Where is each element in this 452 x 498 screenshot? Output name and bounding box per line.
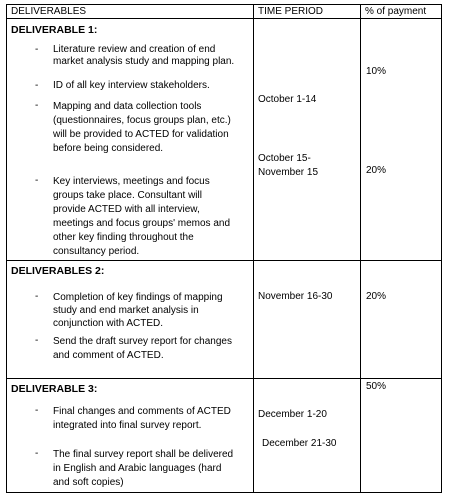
- item-line: Send the draft survey report for changes: [53, 336, 232, 347]
- border-right: [441, 4, 442, 493]
- deliverable-3-title: DELIVERABLE 3:: [11, 383, 98, 395]
- period-december-21-30: December 21-30: [262, 438, 337, 449]
- item-line: and comment of ACTED.: [53, 350, 164, 361]
- border-col1: [253, 4, 254, 493]
- item-line: The final survey report shall be delivered: [53, 449, 234, 460]
- payment-10: 10%: [366, 66, 387, 77]
- bullet-dash: -: [35, 448, 39, 459]
- item-line: Key interviews, meetings and focus: [53, 176, 210, 187]
- border-left: [6, 4, 7, 493]
- payment-50: 50%: [366, 381, 387, 392]
- list-item: [53, 100, 231, 156]
- bullet-dash: -: [35, 175, 39, 186]
- item-line: in English and Arabic languages (hard: [53, 463, 222, 474]
- item-line: and soft copies): [53, 477, 124, 488]
- deliverable-2-title: DELIVERABLES 2:: [11, 265, 105, 277]
- bullet-dash: -: [35, 405, 39, 416]
- border-bottom: [6, 492, 442, 493]
- item-line: market analysis study and mapping plan.: [53, 56, 235, 67]
- item-line: meetings and focus groups' memos and: [53, 218, 231, 229]
- list-item: [53, 80, 210, 92]
- item-line: Completion of key findings of mapping: [53, 292, 223, 303]
- period-november-16-30: November 16-30: [258, 291, 333, 302]
- period-october-15-november-15: [258, 152, 318, 180]
- item-line: provide ACTED with all interview,: [53, 204, 200, 215]
- item-line: will be provided to ACTED for validation: [53, 129, 229, 140]
- border-row1-bottom: [6, 260, 442, 261]
- item-line: Mapping and data collection tools: [53, 101, 202, 112]
- bullet-dash: -: [35, 335, 39, 346]
- header-time-period: TIME PERIOD: [258, 6, 324, 17]
- list-item: [53, 291, 223, 330]
- item-line: (questionnaires, focus groups plan, etc.): [53, 115, 231, 126]
- list-item: [53, 175, 230, 259]
- bullet-dash: -: [35, 291, 39, 302]
- bullet-dash: -: [35, 80, 39, 91]
- header-deliverables: DELIVERABLES: [11, 6, 87, 17]
- payment-20: 20%: [366, 165, 387, 176]
- item-line: before being considered.: [53, 143, 164, 154]
- bullet-dash: -: [35, 100, 39, 111]
- period-line: October 15-: [258, 153, 311, 164]
- list-item: [53, 335, 232, 363]
- item-line: groups take place. Consultant will: [53, 190, 202, 201]
- list-item: [53, 44, 234, 68]
- border-row2-bottom: [6, 378, 442, 379]
- item-line: other key finding throughout the: [53, 232, 194, 243]
- list-item: [53, 448, 233, 490]
- deliverable-1-title: DELIVERABLE 1:: [11, 24, 98, 36]
- item-line: Final changes and comments of ACTED: [53, 406, 231, 417]
- border-col2: [360, 4, 361, 493]
- item-line: study and end market analysis in: [53, 305, 199, 316]
- bullet-dash: -: [35, 44, 39, 55]
- border-top: [6, 4, 442, 5]
- header-payment: % of payment: [365, 6, 427, 17]
- period-december-1-20: December 1-20: [258, 409, 327, 420]
- item-line: conjunction with ACTED.: [53, 318, 164, 329]
- item-line: consultancy period.: [53, 246, 140, 257]
- list-item: [53, 405, 231, 433]
- item-line: Literature review and creation of end: [53, 44, 216, 55]
- deliverables-table: [6, 4, 442, 493]
- period-october-1-14: October 1-14: [258, 94, 317, 105]
- item-line: integrated into final survey report.: [53, 420, 202, 431]
- period-line: November 15: [258, 167, 319, 178]
- payment-20-row2: 20%: [366, 291, 387, 302]
- item-line: ID of all key interview stakeholders.: [53, 80, 210, 91]
- border-header-bottom: [6, 18, 442, 19]
